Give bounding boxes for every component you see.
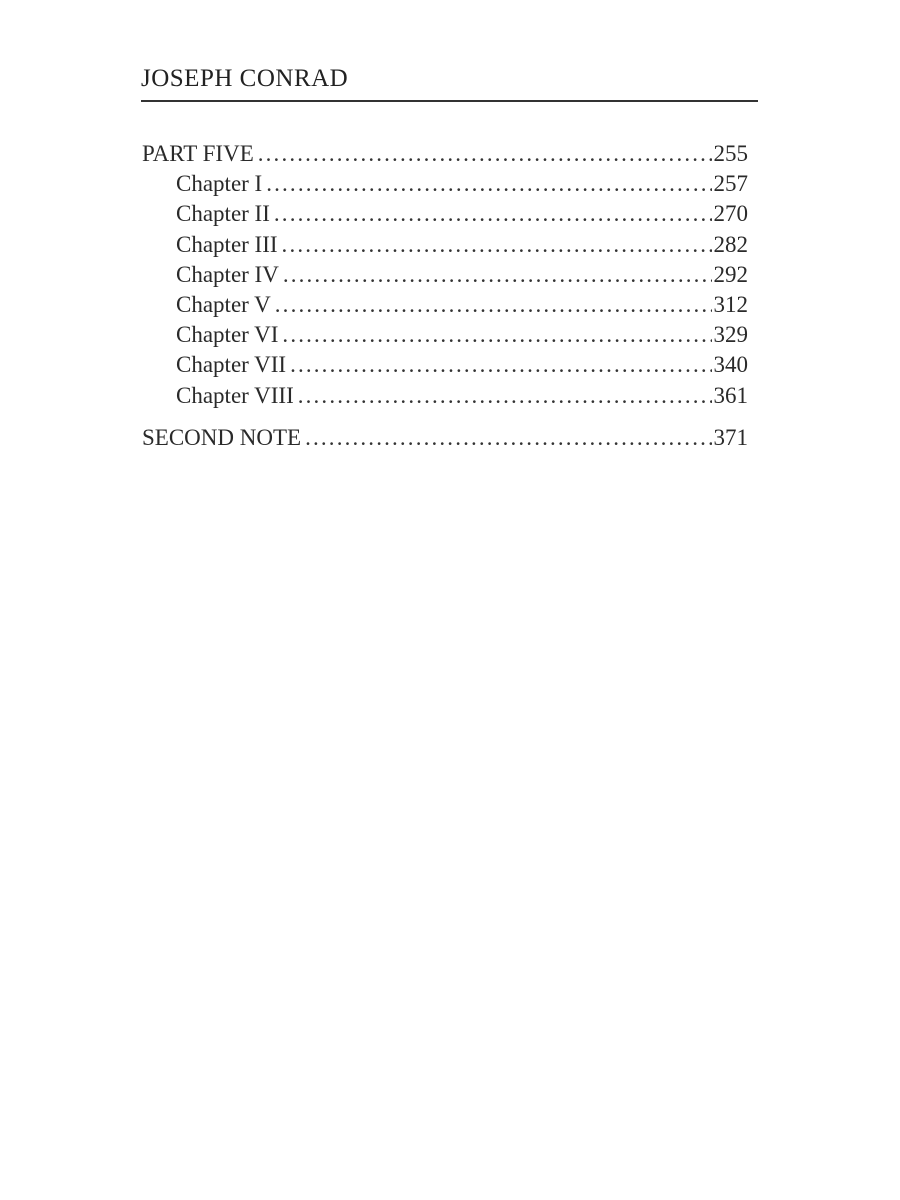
dot-leader xyxy=(275,290,712,320)
toc-entry-label: Chapter I xyxy=(176,171,263,197)
toc-entry-label: Chapter VI xyxy=(176,322,279,348)
dot-leader xyxy=(283,260,712,290)
toc-entry-chapter-3[interactable] xyxy=(142,230,748,260)
toc-entry-page: 371 xyxy=(713,424,748,450)
toc-entry-label: Chapter V xyxy=(176,291,271,317)
toc-entry-page: 292 xyxy=(713,261,748,287)
toc-entry-label: Chapter VIII xyxy=(176,382,294,408)
toc-entry-page: 282 xyxy=(713,231,748,257)
toc-entry-page: 257 xyxy=(713,171,748,197)
dot-leader xyxy=(266,169,711,199)
toc-entry-chapter-2[interactable] xyxy=(142,199,748,229)
dot-leader xyxy=(258,139,712,169)
toc-entry-page: 361 xyxy=(713,382,748,408)
toc-entry-chapter-1[interactable] xyxy=(142,169,748,199)
dot-leader xyxy=(305,423,711,453)
toc-entry-label: PART FIVE xyxy=(142,141,254,166)
toc-entry-chapter-4[interactable] xyxy=(142,260,748,290)
toc-entry-label: Chapter VII xyxy=(176,352,287,378)
toc-entry-second-note[interactable] xyxy=(142,423,748,453)
toc-entry-label: SECOND NOTE xyxy=(142,424,302,450)
dot-leader xyxy=(274,199,712,229)
toc-entry-page: 312 xyxy=(713,291,748,317)
dot-leader xyxy=(282,230,712,260)
running-head: JOSEPH CONRAD xyxy=(141,65,349,92)
toc-entry-chapter-8[interactable] xyxy=(142,381,748,411)
toc-entry-page: 270 xyxy=(713,201,748,227)
toc-entry-chapter-7[interactable] xyxy=(142,350,748,380)
toc-entry-chapter-6[interactable] xyxy=(142,320,748,350)
toc-entry-label: Chapter III xyxy=(176,231,278,257)
table-of-contents xyxy=(142,139,748,453)
toc-entry-label: Chapter II xyxy=(176,201,270,227)
dot-leader xyxy=(282,320,711,350)
toc-entry-page: 329 xyxy=(713,322,748,348)
dot-leader xyxy=(298,381,712,411)
toc-entry-page: 340 xyxy=(713,352,748,378)
toc-entry-label: Chapter IV xyxy=(176,261,279,287)
dot-leader xyxy=(290,350,711,380)
toc-entry-page: 255 xyxy=(713,141,748,166)
header-rule xyxy=(141,100,758,102)
toc-entry-part-five[interactable] xyxy=(142,139,748,169)
toc-entry-chapter-5[interactable] xyxy=(142,290,748,320)
